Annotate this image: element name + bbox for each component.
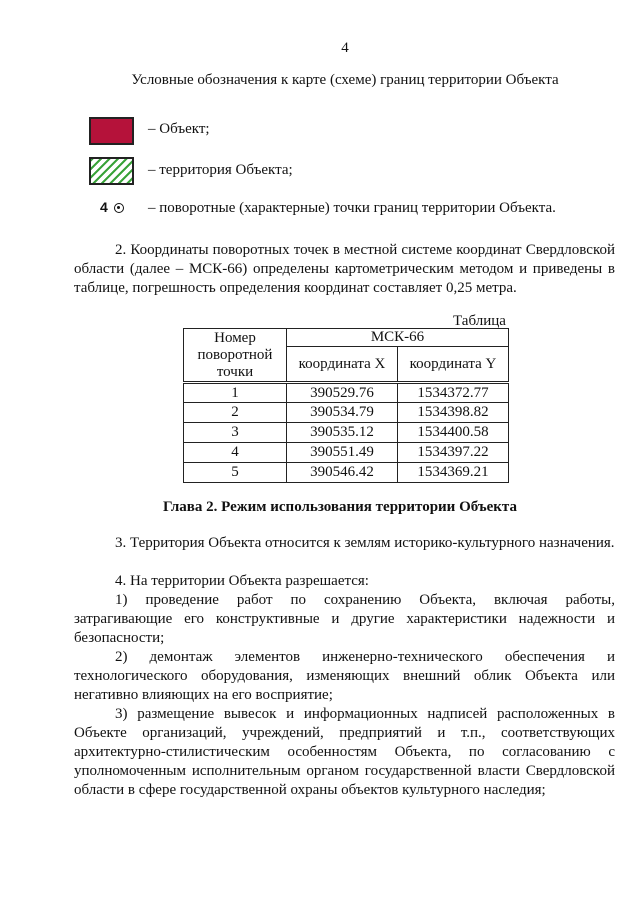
legend-object-label: – Объект; bbox=[148, 121, 210, 137]
coord-x: 390535.12 bbox=[287, 423, 398, 443]
paragraph-4: 4. На территории Объекта разрешается: bbox=[115, 573, 369, 589]
page-number: 4 bbox=[341, 40, 349, 56]
header-point-number: Номер поворотной точки bbox=[184, 329, 287, 383]
coord-x: 390529.76 bbox=[287, 383, 398, 403]
object-swatch bbox=[89, 117, 134, 145]
table-row bbox=[184, 423, 509, 443]
point-number-symbol: 4 bbox=[100, 199, 108, 215]
table-row bbox=[184, 463, 509, 483]
point-number: 2 bbox=[184, 403, 287, 423]
table-row bbox=[184, 383, 509, 403]
list-item-1: 1) проведение работ по сохранению Объекта, включая работы, затрагивающие его конструктивные и другие характеристики надежности и безопасности; bbox=[74, 592, 615, 646]
point-number: 4 bbox=[184, 443, 287, 463]
table-row bbox=[184, 403, 509, 423]
header-msk66: МСК-66 bbox=[287, 329, 509, 347]
point-number: 1 bbox=[184, 383, 287, 403]
table-caption: Таблица bbox=[453, 313, 506, 329]
coord-x: 390534.79 bbox=[287, 403, 398, 423]
territory-swatch bbox=[89, 157, 134, 185]
coord-y: 1534397.22 bbox=[398, 443, 509, 463]
header-coord-y: координата Y bbox=[398, 347, 509, 383]
paragraph-3: 3. Территория Объекта относится к землям историко-культурного назначения. bbox=[115, 535, 615, 551]
coord-y: 1534372.77 bbox=[398, 383, 509, 403]
turning-point-icon bbox=[114, 203, 124, 213]
coord-x: 390551.49 bbox=[287, 443, 398, 463]
list-item-2: 2) демонтаж элементов инженерно-технического обеспечения и технологического оборудования, изменяющих внешний облик Объекта или негативно влияющих на его восприятие; bbox=[74, 649, 615, 703]
coord-y: 1534369.21 bbox=[398, 463, 509, 483]
coord-x: 390546.42 bbox=[287, 463, 398, 483]
table-row bbox=[184, 443, 509, 463]
coordinates-table bbox=[183, 328, 509, 483]
chapter-heading: Глава 2. Режим использования территории Объекта bbox=[163, 499, 517, 515]
paragraph-2: 2. Координаты поворотных точек в местной системе координат Свердловской области (далее – МСК-66) определены картометрическим методом и приведены в таблице, погрешность определения координат составляет 0,25 метра. bbox=[74, 242, 615, 296]
header-coord-x: координата X bbox=[287, 347, 398, 383]
point-number: 3 bbox=[184, 423, 287, 443]
legend-title: Условные обозначения к карте (схеме) границ территории Объекта bbox=[131, 72, 559, 88]
legend-territory-label: – территория Объекта; bbox=[148, 162, 293, 178]
legend-points-label: – поворотные (характерные) точки границ территории Объекта. bbox=[148, 200, 556, 216]
coord-y: 1534398.82 bbox=[398, 403, 509, 423]
point-number: 5 bbox=[184, 463, 287, 483]
coord-y: 1534400.58 bbox=[398, 423, 509, 443]
list-item-3: 3) размещение вывесок и информационных надписей расположенных в Объекте организаций, учреждений, предприятий и т.п., соответствующих архитектурно-стилистическим особенностям Объекта, по согласованию с уполномоченным исполнительным органом государственной власти Свердловской области в сфере государственной охраны объектов культурного наследия; bbox=[74, 706, 615, 798]
